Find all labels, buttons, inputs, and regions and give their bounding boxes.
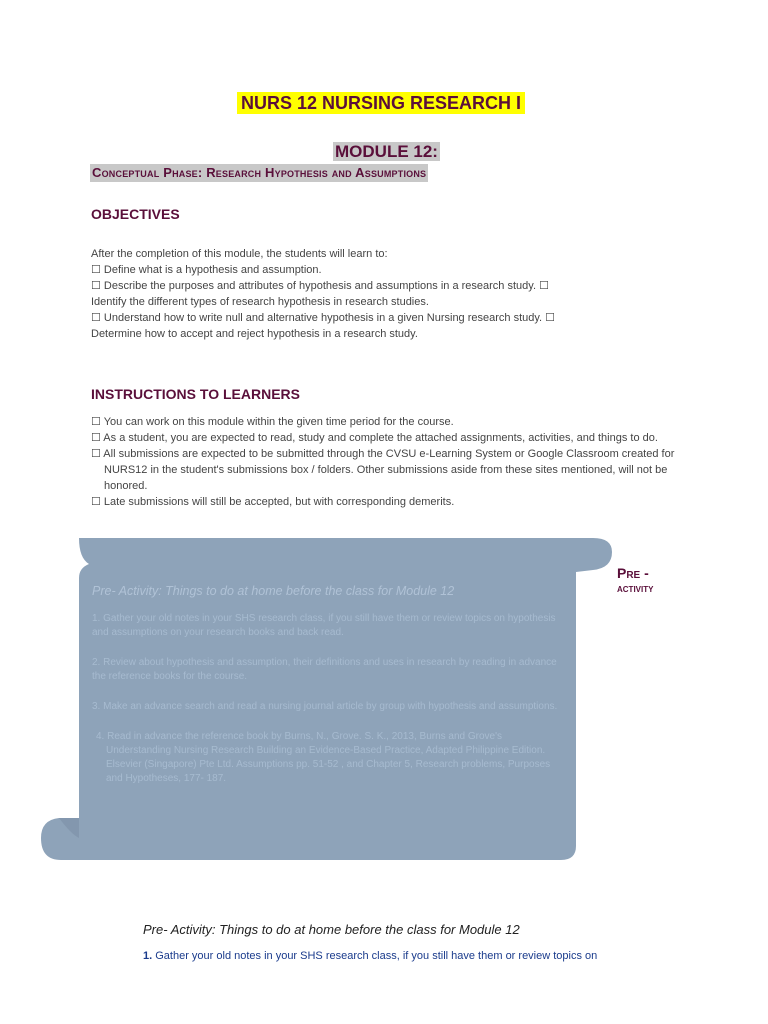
side-label-line1: Pre - [617,565,649,581]
item-text: Read in advance the reference book by Burns, N., Grove. S. K., 2013, Burns and Grove's Understanding Nursing Research Building an Evidence-Based Practice, Adapted Philippine Edition. Elsevier (Singapore) Pte Ltd. Assumptions pp. 51-52 , and Chapter 5, Research problems, Purposes and Hypotheses, 177- 187. [104,731,551,784]
pre-activity-item [92,730,562,786]
pre-activity-box-text [92,584,562,802]
item-number: 4. [96,731,105,742]
item-text: Make an advance search and read a nursing journal article by group with hypothesis and assumptions. [100,701,558,712]
instructions-list [91,414,691,510]
instruction-item: ☐ You can work on this module within the given time period for the course. [91,416,454,428]
item-number: 2. [92,657,101,668]
item-number: 1. [92,613,101,624]
bottom-first-item [143,950,597,962]
objectives-intro: After the completion of this module, the students will learn to: [91,248,388,260]
side-label-line2: activity [617,581,654,595]
pre-activity-item [92,656,562,684]
item-text: Gather your old notes in your SHS research class, if you still have them or review topics on hypothesis and assumptions on your research books and back read. [92,613,556,638]
item-number: 3. [92,701,101,712]
objective-line: Determine how to accept and reject hypothesis in a research study. [91,328,418,340]
pre-activity-side-label [617,566,653,596]
module-number: MODULE 12: [335,142,438,161]
objective-line: ☐ Define what is a hypothesis and assumption. [91,264,322,276]
instructions-heading: INSTRUCTIONS TO LEARNERS [91,386,300,402]
objectives-heading: OBJECTIVES [91,206,180,222]
instruction-item: ☐ All submissions are expected to be submitted through the CVSU e-Learning System or Google Classroom created for NURS12 in the student's submissions box / folders. Other submissions aside from these sites mentioned, will not be honored. [91,448,675,492]
pre-activity-item [92,612,562,640]
instruction-item: ☐ Late submissions will still be accepted, but with corresponding demerits. [91,496,455,508]
pre-activity-item [92,700,562,714]
objective-line: ☐ Understand how to write null and alternative hypothesis in a given Nursing research study. ☐ [91,312,556,324]
item-text: Review about hypothesis and assumption, their definitions and uses in research by reading in advance the reference books for the course. [92,657,557,682]
instruction-item: ☐ As a student, you are expected to read, study and complete the attached assignments, activities, and things to do. [91,432,658,444]
objective-line: ☐ Describe the purposes and attributes of hypothesis and assumptions in a research study. ☐ [91,280,549,292]
bottom-pre-activity-heading: Pre- Activity: Things to do at home before the class for Module 12 [143,922,520,937]
objective-line: Identify the different types of research hypothesis in research studies. [91,296,429,308]
pre-activity-box-heading: Pre- Activity: Things to do at home before the class for Module 12 [92,584,455,598]
objectives-list [91,246,611,342]
course-title: NURS 12 NURSING RESEARCH I [237,92,525,114]
bottom-item-number: 1. [143,950,153,962]
bottom-item-text: Gather your old notes in your SHS research class, if you still have them or review topics on [152,950,598,962]
module-topic: Conceptual Phase: Research Hypothesis and Assumptions [92,165,427,180]
